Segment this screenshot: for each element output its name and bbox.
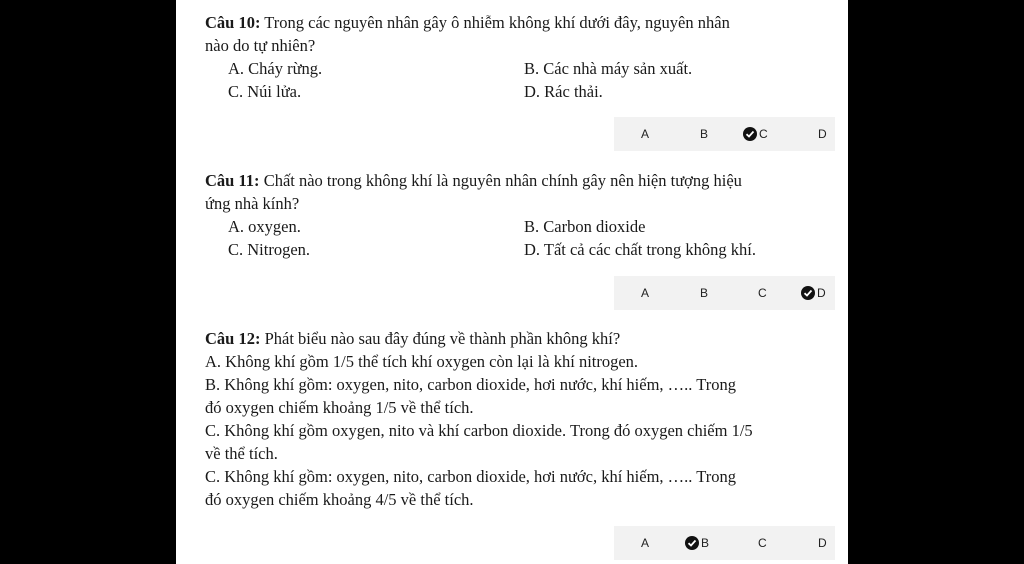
statement-d-cont: đó oxygen chiếm khoảng 4/5 về thể tích.	[205, 490, 474, 509]
check-circle-icon	[743, 127, 757, 141]
statement-d: C. Không khí gồm: oxygen, nito, carbon dioxide, hơi nước, khí hiếm, ….. Trong	[205, 467, 736, 486]
statement-c: C. Không khí gồm oxygen, nito và khí carbon dioxide. Trong đó oxygen chiếm 1/5	[205, 421, 753, 440]
answer-bar-12	[614, 526, 835, 560]
option-a: A. oxygen.	[228, 217, 301, 236]
question-text-line2: nào do tự nhiên?	[205, 36, 316, 55]
question-10	[205, 11, 805, 103]
answer-choice-a[interactable]: A	[641, 127, 650, 141]
check-circle-icon	[801, 286, 815, 300]
statement-b-cont: đó oxygen chiếm khoảng 1/5 về thể tích.	[205, 398, 474, 417]
question-number: Câu 12:	[205, 329, 261, 348]
statement-c-cont: về thể tích.	[205, 444, 278, 463]
question-text: Chất nào trong không khí là nguyên nhân chính gây nên hiện tượng hiệu	[259, 171, 742, 190]
answer-choice-d[interactable]: D	[818, 536, 827, 550]
statement-b: B. Không khí gồm: oxygen, nito, carbon dioxide, hơi nước, khí hiếm, ….. Trong	[205, 375, 736, 394]
question-12	[205, 327, 825, 511]
answer-choice-d[interactable]: D	[818, 127, 827, 141]
option-c: C. Nitrogen.	[228, 240, 311, 259]
option-c: C. Núi lửa.	[228, 82, 302, 101]
answer-choice-c[interactable]: C	[758, 286, 767, 300]
check-circle-icon	[685, 536, 699, 550]
question-text-line2: ứng nhà kính?	[205, 194, 300, 213]
answer-choice-a[interactable]: A	[641, 536, 650, 550]
statement-a: A. Không khí gồm 1/5 thể tích khí oxygen còn lại là khí nitrogen.	[205, 352, 639, 371]
question-text: Phát biểu nào sau đây đúng về thành phần không khí?	[260, 329, 621, 348]
option-d: D. Rác thải.	[524, 82, 603, 101]
answer-choice-b[interactable]: B	[700, 127, 709, 141]
answer-choice-c[interactable]: C	[743, 117, 768, 151]
answer-bar-11	[614, 276, 835, 310]
question-text: Trong các nguyên nhân gây ô nhiễm không khí dưới đây, nguyên nhân	[260, 13, 730, 32]
answer-choice-a[interactable]: A	[641, 286, 650, 300]
question-11	[205, 169, 805, 261]
answer-choice-b[interactable]: B	[685, 526, 709, 560]
answer-bar-10	[614, 117, 835, 151]
document-page	[176, 0, 848, 564]
option-b: B. Các nhà máy sản xuất.	[524, 59, 693, 78]
option-d: D. Tất cả các chất trong không khí.	[524, 240, 756, 259]
option-a: A. Cháy rừng.	[228, 59, 323, 78]
question-number: Câu 11:	[205, 171, 260, 190]
question-number: Câu 10:	[205, 13, 261, 32]
answer-choice-b[interactable]: B	[700, 286, 709, 300]
answer-choice-d[interactable]: D	[801, 276, 826, 310]
answer-choice-c[interactable]: C	[758, 536, 767, 550]
option-b: B. Carbon dioxide	[524, 217, 646, 236]
